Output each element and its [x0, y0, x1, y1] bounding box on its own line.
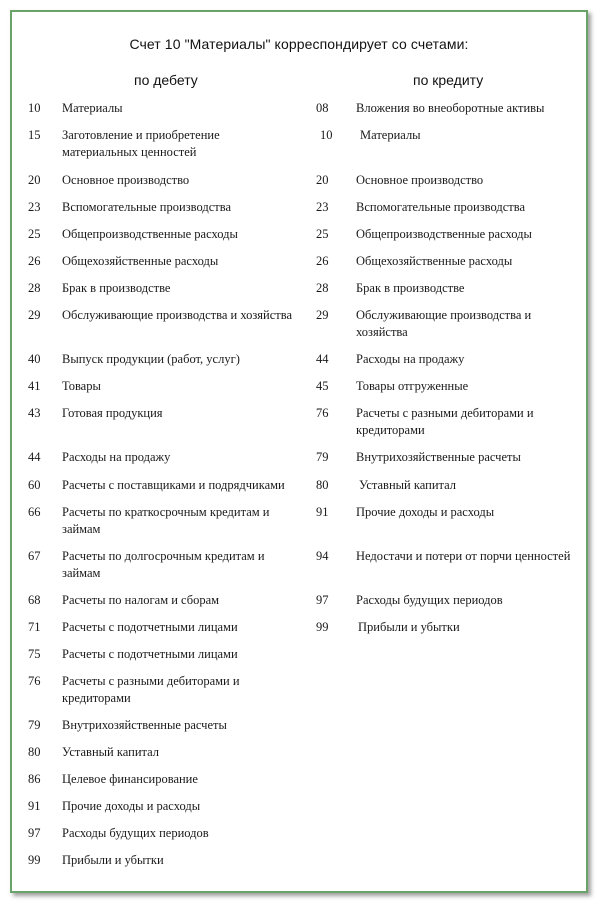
- credit-heading: по кредиту: [413, 72, 484, 88]
- document-frame: Счет 10 "Материалы" корреспондирует со счетами: по дебету по кредиту 10 Материалы 15 Заготовление и приобретение материальных ценностей 20 Основное производство 23 Вспомогательные производства 25 Общепроизводственные расходы 26 Общехозяйственные расходы 28 Брак в производстве 29 Обслуживающие производства и хозяйства 40 Выпуск продукции (работ, услуг) 41 Товары 43 Готовая продукция 44 Расходы на продажу 60 Расчеты с поставщиками и подрядчиками 66 Расчеты по краткосрочным кредитам и займам 67 Расчеты по долгосрочным кредитам и займам 68 Расчеты по налогам и сборам 71 Расчеты с подотчетными лицами 75 Расчеты с подотчетными лицами 76 Расчеты с разными дебиторами и кредиторами 79 Внутрихозяйственные расчеты 80 Уставный капитал 86 Целевое финансирование 91 Прочие доходы и расходы 97 Расходы будущих периодов 99 Прибыли и убытки 08 Вложения во внеоборотные активы 10 Материалы 20 Основное производство 23 Вспомогательные производства 25 Общепроизводственные расходы 26 Общехозяйственные расходы 28 Брак в производстве 29 Обслуживающие производства и хозяйства 44 Расходы на продажу 45 Товары отгруженные 76 Расчеты с разными дебиторами и кредиторами 79 Внутрихозяйственные расчеты 80 Уставный капитал 91 Прочие доходы и расходы 94 Недостачи и потери от порчи ценностей 97 Расходы будущих периодов 99 Прибыли и убытки: [10, 10, 588, 893]
- document-title: Счет 10 "Материалы" корреспондирует со счетами:: [129, 36, 469, 52]
- debit-heading: по дебету: [134, 72, 198, 88]
